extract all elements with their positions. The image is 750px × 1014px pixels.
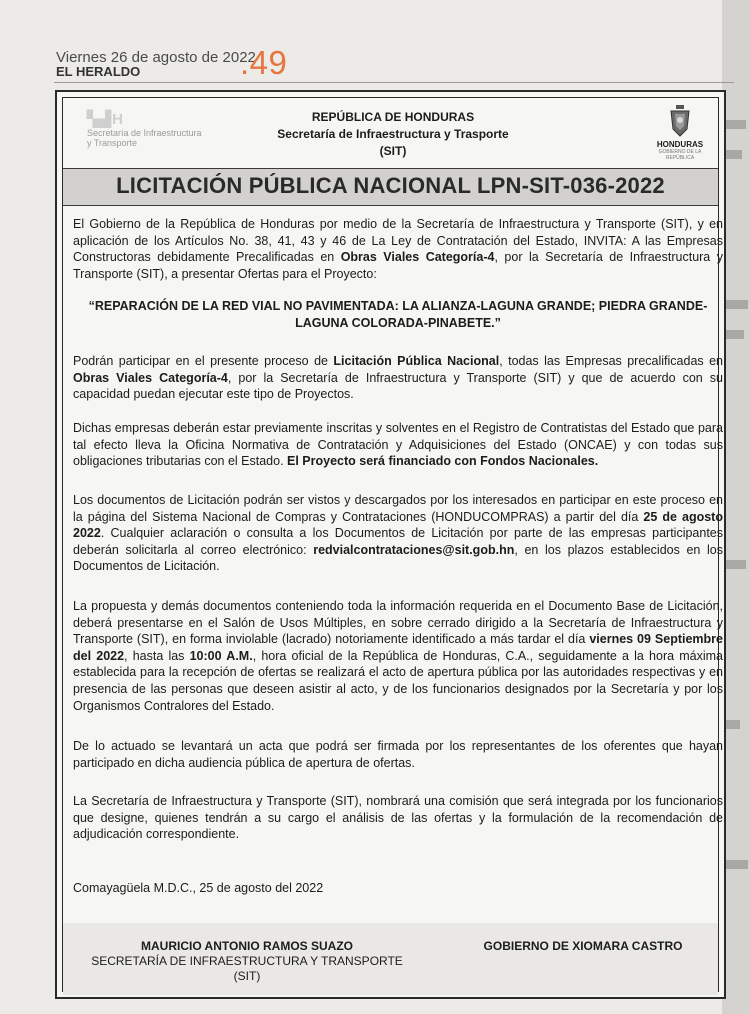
minister-acronym: (SIT) [233,969,261,983]
adjacent-page-edge [722,0,750,1014]
title-band [63,168,718,206]
paragraph-minutes: De lo actuado se levantará un acta que podrá ser firmada por los representantes de los oferentes que hayan participado en dicha audiencia pública de apertura de ofertas. [73,739,723,770]
paragraph-submission: La propuesta y demás documentos conteniendo toda la información requerida en el Documento Base de Licitación, deberá presentarse en el Salón de Usos Múltiples, en sobre cerrado dirigido a la Secretaría de Infraestructura y Transporte (SIT), en forma inviolable (lacrado) notoriamente identificado a más tardar el día viernes 09 Septiembre del 2022, hasta las 10:00 A.M., hora oficial de la República de Honduras, C.A., seguidamente a la hora máxima establecida para la recepción de ofertas se realizará el acto de apertura pública por las autoridades respectivas y en presencia de las personas que deseen asistir al acto, y de los funcionarios designados por la Secretaría y por los Organismos Contralores del Estado. [73,599,723,713]
sit-logo-name-line2: y Transporte [87,138,138,148]
tender-title: LICITACIÓN PÚBLICA NACIONAL LPN-SIT-036-2022 [116,173,665,198]
newspaper-name: EL HERALDO [56,64,141,79]
tender-notice [55,90,726,999]
paragraph-commission: La Secretaría de Infraestructura y Transporte (SIT), nombrará una comisión que será integrada por los funcionarios que designe, quienes tendrán a su cargo el análisis de las ofertas y la formulación de la recomendación de adjudicación correspondiente. [73,794,723,842]
page-number: .49 [240,44,288,81]
secretariat-title: Secretaría de Infraestructura y Trasporte [277,127,509,141]
signature-band [63,923,718,995]
crest-sublabel: GOBIERNO DE LA REPÚBLICA [658,149,702,161]
signature-government: GOBIERNO DE XIOMARA CASTRO [483,939,683,953]
secretariat-acronym: (SIT) [379,144,407,158]
paragraph-eligibility: Podrán participar en el presente proceso de Licitación Pública Nacional, todas las Empresas precalificadas en Obras Viales Categoría-4, por la Secretaría de Infraestructura y Transporte (SIT) y que de acuerdo con su capacidad puedan ejecutar este tipo de Proyectos. [73,354,723,402]
minister-name: MAURICIO ANTONIO RAMOS SUAZO [141,939,353,953]
sit-logo-icon: ▚▟H [87,111,124,128]
republic-title: REPÚBLICA DE HONDURAS [311,110,475,124]
coat-of-arms-icon [667,104,693,138]
newspaper-date: Viernes 26 de agosto de 2022 [56,49,256,66]
notice-inner-frame [62,97,723,992]
notice-header [63,98,718,168]
minister-title: SECRETARÍA DE INFRAESTRUCTURA Y TRANSPORTE [91,954,403,968]
header-rule [54,82,734,83]
crest-label: HONDURAS [656,140,704,149]
place-and-date: Comayagüela M.D.C., 25 de agosto del 2022 [73,881,324,895]
honduras-crest [655,104,705,161]
paragraph-documents: Los documentos de Licitación podrán ser vistos y descargados por los interesados en participar en este proceso en la página del Sistema Nacional de Compras y Contrataciones (HONDUCOMPRAS) a partir del día 25 de agosto 2022. Cualquier aclaración o consulta a los Documentos de Licitación por parte de las empresas participantes deberán solicitarla al correo electrónico: redvialcontrataciones@sit.gob.hn, en los plazos establecidos en los Documentos de Licitación. [73,493,723,574]
paragraph-invitation: El Gobierno de la República de Honduras por medio de la Secretaría de Infraestructura y Transporte (SIT), y en aplicación de los Artículos No. 38, 41, 43 y 46 de La Ley de Contratación del Estado, INVITA: A las Empresas Constructoras debidamente Precalificadas en Obras Viales Categoría-4, por la Secretaría de Infraestructura y Transporte (SIT), a presentar Ofertas para el Proyecto: [73,217,723,281]
sit-logo-name-line1: Secretaría de Infraestructura [87,128,202,138]
signature-minister [77,939,417,984]
project-name: “REPARACIÓN DE LA RED VIAL NO PAVIMENTADA: LA ALIANZA-LAGUNA GRANDE; PIEDRA GRANDE-LAGUNA COLORADA-PINABETE.” [88,299,708,330]
paragraph-registration: Dichas empresas deberán estar previamente inscritas y solventes en el Registro de Contratistas del Estado que para tal efecto lleva la Oficina Normativa de Contratación y Adquisiciones del Estado (ONCAE) y con todas sus obligaciones tributarias con el Estado. El Proyecto será financiado con Fondos Nacionales. [73,421,723,469]
